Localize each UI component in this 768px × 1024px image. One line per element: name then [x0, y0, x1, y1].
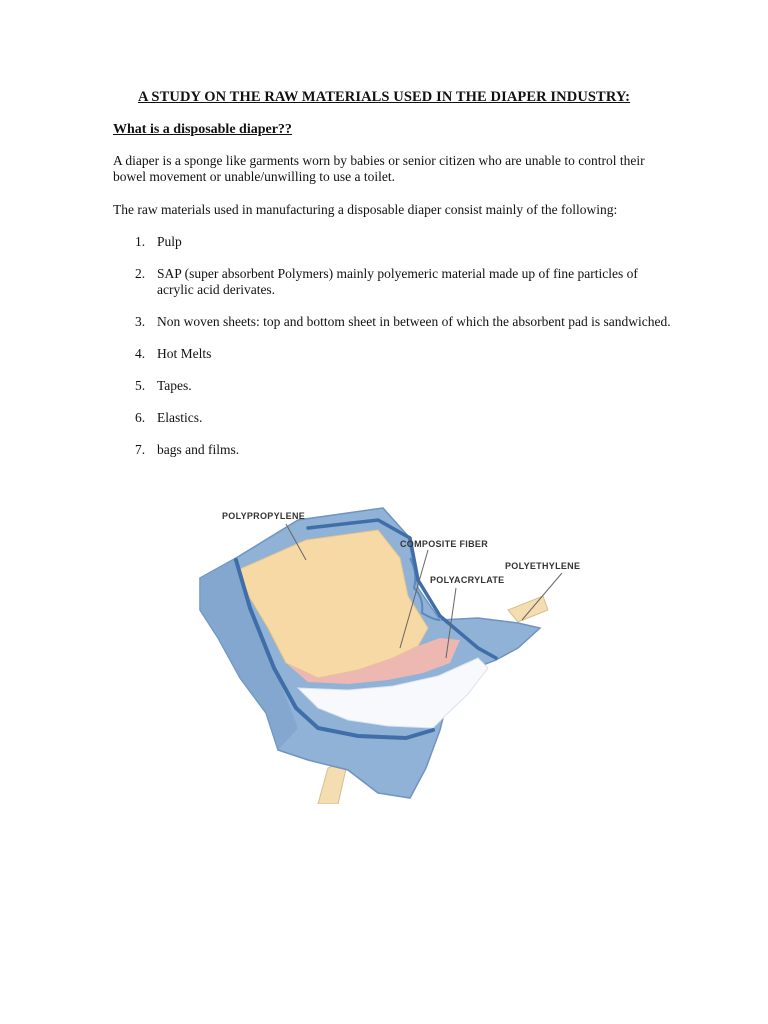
list-item-text: Elastics. [157, 410, 203, 425]
list-item-number: 6. [135, 410, 146, 425]
list-item [113, 234, 673, 250]
list-item-number: 5. [135, 378, 146, 393]
raw-materials-intro: The raw materials used in manufacturing a disposable diaper consist mainly of the following: [113, 202, 618, 217]
list-item-number: 2. [135, 266, 146, 281]
list-item-text: Tapes. [157, 378, 192, 393]
list-item [113, 378, 673, 394]
list-item-text: SAP (super absorbent Polymers) mainly polyemeric material made up of fine particles of acrylic acid derivates. [157, 266, 638, 297]
list-item [113, 266, 673, 298]
list-item-text: Hot Melts [157, 346, 212, 361]
label-polypropylene: POLYPROPYLENE [222, 511, 306, 521]
list-item-text: bags and films. [157, 442, 240, 457]
list-item [113, 410, 673, 426]
list-item [113, 346, 673, 362]
list-item [113, 442, 673, 458]
leader-polyethylene [522, 573, 562, 620]
list-item-number: 4. [135, 346, 146, 361]
list-item-number: 3. [135, 314, 146, 329]
label-polyacrylate: POLYACRYLATE [430, 575, 505, 585]
list-item-text: Pulp [157, 234, 182, 249]
list-item-text: Non woven sheets: top and bottom sheet in between of which the absorbent pad is sandwiched. [157, 314, 671, 329]
section-heading: What is a disposable diaper?? [113, 122, 292, 137]
diaper-diagram [178, 498, 598, 804]
label-composite-fiber: COMPOSITE FIBER [400, 539, 489, 549]
definition-paragraph: A diaper is a sponge like garments worn by babies or senior citizen who are unable to control their bowel movement or unable/unwilling to use a toilet. [113, 153, 645, 184]
list-item [113, 314, 673, 330]
tape-tab-right [508, 596, 548, 622]
list-item-number: 1. [135, 234, 146, 249]
label-polyethylene: POLYETHYLENE [505, 561, 581, 571]
raw-materials-list [113, 234, 673, 474]
document-title: A STUDY ON THE RAW MATERIALS USED IN THE DIAPER INDUSTRY: [137, 89, 631, 105]
list-item-number: 7. [135, 442, 146, 457]
